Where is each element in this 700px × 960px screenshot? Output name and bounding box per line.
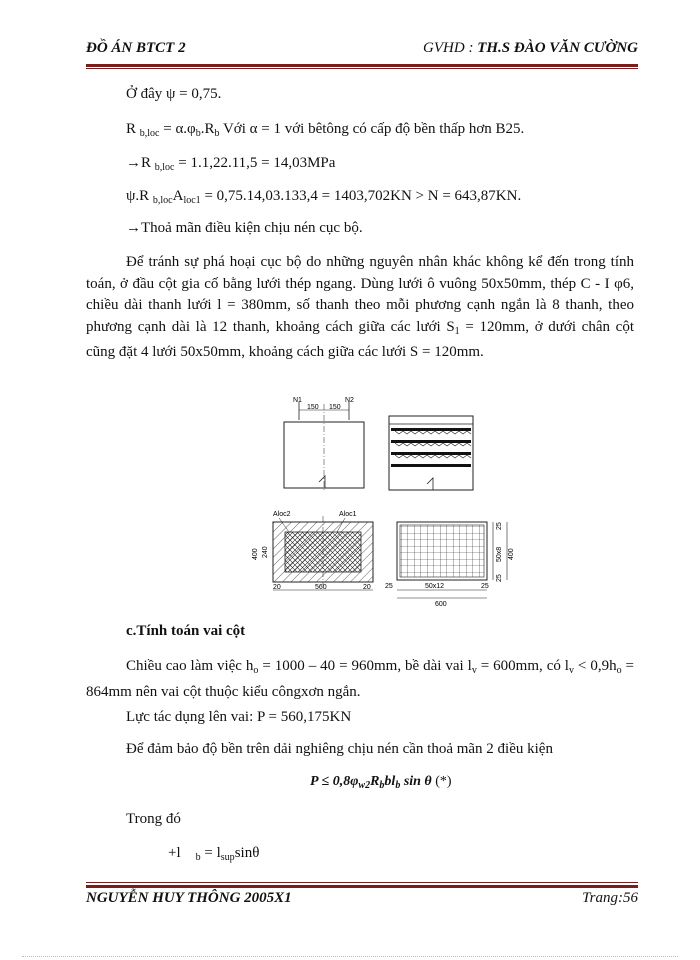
t: = 1000 – 40 = 960mm, bề dài vai l xyxy=(258,658,472,674)
t: bl xyxy=(384,774,396,789)
dim-150-right: 150 xyxy=(329,404,341,411)
header-rule xyxy=(86,64,638,67)
t: sup xyxy=(220,852,235,863)
mesh-grid-plan xyxy=(385,522,515,608)
t: ψ.R xyxy=(126,188,153,204)
page-header xyxy=(86,40,638,62)
column-elevation xyxy=(284,397,364,490)
dim-25-c: 25 xyxy=(496,522,503,530)
dim-50x12: 50x12 xyxy=(425,583,445,590)
t: b xyxy=(195,852,201,863)
reinforcement-figure xyxy=(245,390,515,610)
t: v xyxy=(471,665,477,676)
t: 1 xyxy=(454,325,460,337)
paragraph-working-height xyxy=(86,656,634,703)
dim-560: 560 xyxy=(315,584,327,591)
line-conclusion: →Thoả mãn điều kiện chịu nén cục bộ. xyxy=(126,220,363,236)
label-aloc1: Aloc1 xyxy=(339,511,357,518)
t: < 0,9h xyxy=(573,658,617,674)
t: = 600mm, có l xyxy=(476,658,569,674)
line-check xyxy=(126,188,521,206)
t: R xyxy=(126,121,140,137)
t: P ≤ 0,8φ xyxy=(310,774,359,789)
t: = 1.1,22.11,5 = 14,03MPa xyxy=(174,155,336,171)
t: R xyxy=(370,774,380,789)
dim-25-b: 25 xyxy=(481,583,489,590)
t: o xyxy=(616,665,622,676)
t: →R xyxy=(126,155,155,171)
t: b xyxy=(379,780,385,791)
t: +l xyxy=(168,845,181,861)
t: Để tránh sự phá hoại cục bộ do những nguyên nhân khác không kể đến trong tính toán, ở đầu cột gia cố bằng lưới thép ngang. Dùng lưới ô vuông 50x50mm, thép C - I φ6, chiều dài thanh lưới l = 380mm, số thanh theo mỗi phương cạnh ngắn là 8 thanh, theo phương cạnh dài là 12 thanh, khoảng cách giữa các lưới S xyxy=(86,254,634,335)
line-condition: Để đảm bảo độ bền trên dải nghiêng chịu nén cần thoả mãn 2 điều kiện xyxy=(126,741,553,757)
t: sin θ xyxy=(400,774,432,789)
page-bottom-divider xyxy=(22,956,678,957)
t: w2 xyxy=(358,780,371,791)
t: b xyxy=(195,128,201,139)
dim-20-left: 20 xyxy=(273,584,281,591)
label-n2: N2 xyxy=(345,397,354,404)
t: = l xyxy=(200,845,221,861)
dim-400-left: 400 xyxy=(252,548,259,560)
footer-author: NGUYỄN HUY THÔNG 2005X1 xyxy=(86,890,292,906)
t: b xyxy=(395,780,401,791)
line-psi: Ở đây ψ = 0,75. xyxy=(126,86,222,102)
t: = 120mm, ở dưới chân cột cũng đặt 4 lưới 50x50mm, khoảng cách giữa các lưới S = 120mm. xyxy=(86,318,634,360)
dim-20-right: 20 xyxy=(363,584,371,591)
footer-rule xyxy=(86,885,638,888)
dim-25-d: 25 xyxy=(496,574,503,582)
line-rbloc-value xyxy=(126,155,335,173)
t: = 0,75.14,03.133,4 = 1403,702KN > N = 643,87KN. xyxy=(200,188,522,204)
footer-page-number: Trang:56 xyxy=(582,890,638,906)
t: b,loc xyxy=(154,162,175,173)
line-where: Trong đó xyxy=(126,811,181,827)
t: b,loc xyxy=(139,128,160,139)
line-rbloc-def xyxy=(126,121,524,139)
formula-strip-strength xyxy=(310,774,452,791)
t: = α.φ xyxy=(159,121,196,137)
dim-25-a: 25 xyxy=(385,583,393,590)
t: v xyxy=(568,665,574,676)
t: .R xyxy=(200,121,215,137)
dim-50x8: 50x8 xyxy=(496,546,503,562)
dim-240: 240 xyxy=(262,546,269,558)
dim-150-left: 150 xyxy=(307,404,319,411)
t: Với α = 1 với bêtông có cấp độ bền thấp hơn B25. xyxy=(219,121,525,137)
column-mesh-section xyxy=(389,416,473,490)
line-load: Lực tác dụng lên vai: P = 560,175KN xyxy=(126,709,352,725)
line-lb-definition xyxy=(168,845,259,863)
local-area-plan xyxy=(252,511,373,591)
t: Chiều cao làm việc h xyxy=(126,658,254,674)
t: A xyxy=(172,188,184,204)
dim-600: 600 xyxy=(435,601,447,608)
footer-rule-thin xyxy=(86,882,638,883)
header-advisor xyxy=(423,40,638,57)
t: loc1 xyxy=(183,195,201,206)
t: = 864mm nên vai cột thuộc kiểu côngxơn ngắn. xyxy=(86,658,634,700)
dim-400-right: 400 xyxy=(508,548,515,560)
label-aloc2: Aloc2 xyxy=(273,511,291,518)
header-advisor-label: GVHD : xyxy=(423,40,478,56)
t: b,loc xyxy=(152,195,173,206)
formula-tag: (*) xyxy=(431,774,452,789)
header-advisor-name: TH.S ĐÀO VĂN CƯỜNG xyxy=(477,40,638,56)
label-n1: N1 xyxy=(293,397,302,404)
t: sinθ xyxy=(234,845,260,861)
section-heading-c: c.Tính toán vai cột xyxy=(126,623,246,639)
header-project-title: ĐỒ ÁN BTCT 2 xyxy=(86,40,186,56)
t: b xyxy=(214,128,220,139)
header-rule-thin xyxy=(86,68,638,69)
paragraph-reinforcement xyxy=(86,252,634,364)
t: o xyxy=(253,665,259,676)
